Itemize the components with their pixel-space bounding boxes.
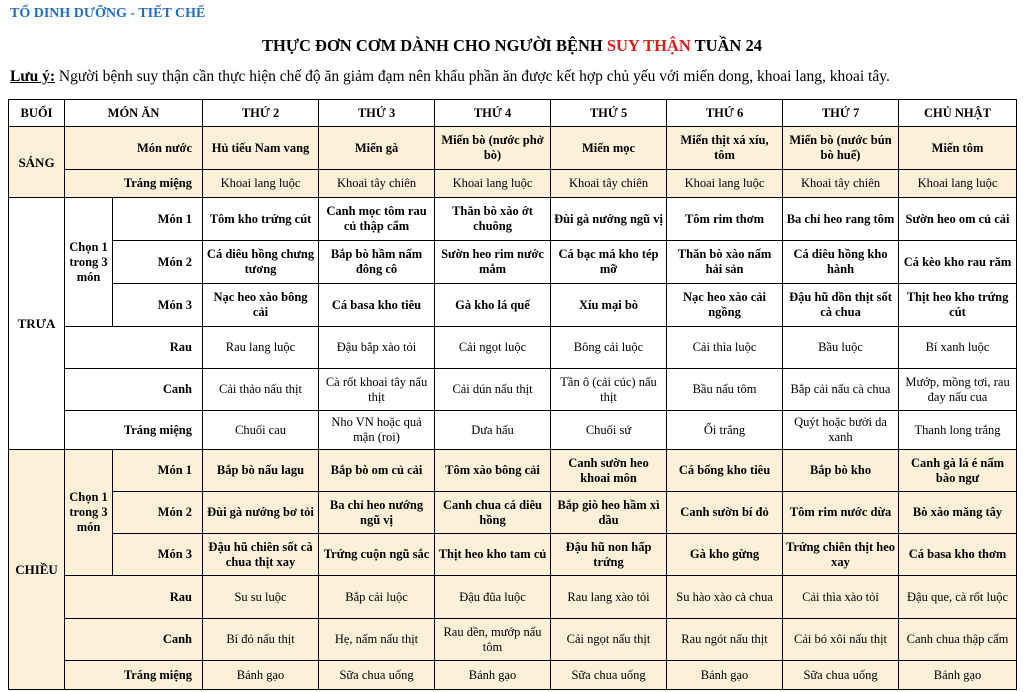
menu-cell: Cải thìa luộc xyxy=(667,327,783,369)
menu-cell: Thịt heo kho trứng cút xyxy=(899,284,1017,327)
menu-cell: Cải thảo nấu thịt xyxy=(203,369,319,411)
menu-cell: Cá basa kho thơm xyxy=(899,534,1017,576)
menu-cell: Khoai lang luộc xyxy=(435,170,551,198)
table-row xyxy=(9,284,1017,327)
menu-cell: Canh chua thập cẩm xyxy=(899,619,1017,661)
menu-cell: Chuối cau xyxy=(203,411,319,450)
menu-cell: Bầu nấu tôm xyxy=(667,369,783,411)
menu-cell: Su hào xào cà chua xyxy=(667,576,783,619)
menu-cell: Cải thìa xào tỏi xyxy=(783,576,899,619)
menu-cell: Cải ngọt nấu thịt xyxy=(551,619,667,661)
session-label: SÁNG xyxy=(9,127,65,198)
menu-cell: Rau dền, mướp nấu tôm xyxy=(435,619,551,661)
menu-cell: Thịt heo kho tam củ xyxy=(435,534,551,576)
menu-cell: Sữa chua uống xyxy=(783,661,899,690)
menu-cell: Canh mọc tôm rau củ thập cẩm xyxy=(319,198,435,241)
menu-cell: Khoai lang luộc xyxy=(899,170,1017,198)
menu-cell: Canh sườn heo khoai môn xyxy=(551,450,667,492)
dish-type-label: Món nước xyxy=(65,127,203,170)
table-row xyxy=(9,127,1017,170)
menu-cell: Cải ngọt luộc xyxy=(435,327,551,369)
menu-cell: Bắp bò hầm nấm đông cô xyxy=(319,241,435,284)
header-day: CHỦ NHẬT xyxy=(899,100,1017,127)
menu-cell: Bông cải luộc xyxy=(551,327,667,369)
table-row xyxy=(9,327,1017,369)
menu-cell: Thăn bò xào ớt chuông xyxy=(435,198,551,241)
menu-cell: Rau ngót nấu thịt xyxy=(667,619,783,661)
header-day: THỨ 6 xyxy=(667,100,783,127)
menu-cell: Cá basa kho tiêu xyxy=(319,284,435,327)
table-row xyxy=(9,661,1017,690)
dish-type-label: Canh xyxy=(65,619,203,661)
table-row xyxy=(9,198,1017,241)
menu-cell: Đậu hũ non hấp trứng xyxy=(551,534,667,576)
table-row xyxy=(9,369,1017,411)
header-mon-an: MÓN ĂN xyxy=(65,100,203,127)
table-row xyxy=(9,241,1017,284)
menu-cell: Hẹ, nấm nấu thịt xyxy=(319,619,435,661)
menu-body xyxy=(9,127,1017,690)
menu-cell: Xíu mại bò xyxy=(551,284,667,327)
menu-cell: Gà kho gừng xyxy=(667,534,783,576)
menu-cell: Thăn bò xào nấm hải sản xyxy=(667,241,783,284)
menu-cell: Su su luộc xyxy=(203,576,319,619)
menu-cell: Tôm kho trứng cút xyxy=(203,198,319,241)
page-title xyxy=(0,36,1024,56)
menu-cell: Miến thịt xá xíu, tôm xyxy=(667,127,783,170)
table-row xyxy=(9,576,1017,619)
choose-one-note: Chọn 1 trong 3 món xyxy=(65,450,113,576)
menu-cell: Gà kho lá quế xyxy=(435,284,551,327)
menu-cell: Thanh long trắng xyxy=(899,411,1017,450)
menu-cell: Cải dún nấu thịt xyxy=(435,369,551,411)
menu-cell: Mướp, mồng tơi, rau đay nấu cua xyxy=(899,369,1017,411)
menu-cell: Ba chỉ heo rang tôm xyxy=(783,198,899,241)
menu-cell: Khoai tây chiên xyxy=(783,170,899,198)
menu-cell: Đậu đũa luộc xyxy=(435,576,551,619)
menu-cell: Bí đỏ nấu thịt xyxy=(203,619,319,661)
menu-cell: Canh gà lá é nấm bào ngư xyxy=(899,450,1017,492)
menu-cell: Sườn heo om củ cải xyxy=(899,198,1017,241)
title-suffix: TUẦN 24 xyxy=(690,36,762,55)
menu-cell: Khoai lang luộc xyxy=(667,170,783,198)
dish-type-label: Món 2 xyxy=(113,492,203,534)
menu-cell: Khoai tây chiên xyxy=(551,170,667,198)
note xyxy=(10,68,890,86)
menu-cell: Ba chỉ heo nướng ngũ vị xyxy=(319,492,435,534)
menu-cell: Bánh gạo xyxy=(667,661,783,690)
menu-cell: Sữa chua uống xyxy=(319,661,435,690)
dish-type-label: Tráng miệng xyxy=(65,661,203,690)
header-day: THỨ 7 xyxy=(783,100,899,127)
menu-cell: Quýt hoặc bưởi da xanh xyxy=(783,411,899,450)
table-row xyxy=(9,411,1017,450)
header-day: THỨ 3 xyxy=(319,100,435,127)
menu-cell: Khoai lang luộc xyxy=(203,170,319,198)
menu-cell: Canh chua cá diêu hồng xyxy=(435,492,551,534)
title-prefix: THỰC ĐƠN CƠM DÀNH CHO NGƯỜI BỆNH xyxy=(262,36,607,55)
menu-cell: Cá bạc má kho tép mỡ xyxy=(551,241,667,284)
menu-cell: Miến tôm xyxy=(899,127,1017,170)
dish-type-label: Món 1 xyxy=(113,450,203,492)
choose-one-note: Chọn 1 trong 3 món xyxy=(65,198,113,327)
menu-cell: Bắp giò heo hầm xì dầu xyxy=(551,492,667,534)
menu-cell: Đậu hũ chiên sốt cà chua thịt xay xyxy=(203,534,319,576)
menu-cell: Sữa chua uống xyxy=(551,661,667,690)
menu-cell: Đùi gà nướng ngũ vị xyxy=(551,198,667,241)
menu-table xyxy=(8,99,1017,690)
menu-cell: Cá diêu hồng chưng tương xyxy=(203,241,319,284)
session-label: TRƯA xyxy=(9,198,65,450)
menu-cell: Bắp bò om củ cải xyxy=(319,450,435,492)
menu-cell: Tôm rim nước dừa xyxy=(783,492,899,534)
header-day: THỨ 4 xyxy=(435,100,551,127)
dish-type-label: Canh xyxy=(65,369,203,411)
session-label: CHIỀU xyxy=(9,450,65,690)
dish-type-label: Món 2 xyxy=(113,241,203,284)
dish-type-label: Rau xyxy=(65,327,203,369)
dish-type-label: Món 3 xyxy=(113,284,203,327)
menu-cell: Bí xanh luộc xyxy=(899,327,1017,369)
menu-cell: Canh sườn bí đỏ xyxy=(667,492,783,534)
menu-cell: Bắp bò nấu lagu xyxy=(203,450,319,492)
menu-cell: Miến bò (nước phở bò) xyxy=(435,127,551,170)
menu-cell: Rau lang luộc xyxy=(203,327,319,369)
menu-cell: Bánh gạo xyxy=(435,661,551,690)
menu-cell: Khoai tây chiên xyxy=(319,170,435,198)
menu-cell: Miến gà xyxy=(319,127,435,170)
menu-cell: Rau lang xào tỏi xyxy=(551,576,667,619)
menu-cell: Tôm rim thơm xyxy=(667,198,783,241)
menu-cell: Miến mọc xyxy=(551,127,667,170)
menu-cell: Nạc heo xào cải ngồng xyxy=(667,284,783,327)
menu-cell: Bánh gạo xyxy=(899,661,1017,690)
menu-cell: Đậu que, cà rốt luộc xyxy=(899,576,1017,619)
table-row xyxy=(9,619,1017,661)
note-text: Người bệnh suy thận cần thực hiện chế độ ăn giảm đạm nên khẩu phần ăn được kết hợp chủ yếu với miến dong, khoai lang, khoai tây. xyxy=(55,68,890,85)
table-row xyxy=(9,534,1017,576)
dish-type-label: Món 3 xyxy=(113,534,203,576)
note-label: Lưu ý: xyxy=(10,68,56,85)
menu-cell: Đậu hũ dồn thịt sốt cà chua xyxy=(783,284,899,327)
menu-cell: Đùi gà nướng bơ tỏi xyxy=(203,492,319,534)
menu-cell: Bánh gạo xyxy=(203,661,319,690)
dish-type-label: Tráng miệng xyxy=(65,411,203,450)
header-buoi: BUỔI xyxy=(9,100,65,127)
menu-cell: Cải bó xôi nấu thịt xyxy=(783,619,899,661)
header-row xyxy=(9,100,1017,127)
menu-cell: Bắp bò kho xyxy=(783,450,899,492)
menu-cell: Tần ô (cải cúc) nấu thịt xyxy=(551,369,667,411)
menu-cell: Bắp cải luộc xyxy=(319,576,435,619)
menu-cell: Nạc heo xào bông cải xyxy=(203,284,319,327)
table-row xyxy=(9,450,1017,492)
menu-cell: Miến bò (nước bún bò huế) xyxy=(783,127,899,170)
menu-cell: Sườn heo rim nước mắm xyxy=(435,241,551,284)
header-day: THỨ 5 xyxy=(551,100,667,127)
table-row xyxy=(9,492,1017,534)
menu-cell: Cá kèo kho rau răm xyxy=(899,241,1017,284)
title-highlight: SUY THẬN xyxy=(606,36,691,55)
dish-type-label: Rau xyxy=(65,576,203,619)
menu-cell: Bầu luộc xyxy=(783,327,899,369)
department-name: TỔ DINH DƯỠNG - TIẾT CHẾ xyxy=(10,6,206,21)
menu-cell: Bò xào măng tây xyxy=(899,492,1017,534)
menu-cell: Chuối sứ xyxy=(551,411,667,450)
menu-cell: Tôm xào bông cải xyxy=(435,450,551,492)
menu-cell: Nho VN hoặc quả mận (roi) xyxy=(319,411,435,450)
menu-cell: Trứng cuộn ngũ sắc xyxy=(319,534,435,576)
menu-cell: Dưa hấu xyxy=(435,411,551,450)
header-day: THỨ 2 xyxy=(203,100,319,127)
menu-cell: Đậu bắp xào tỏi xyxy=(319,327,435,369)
menu-cell: Cá bống kho tiêu xyxy=(667,450,783,492)
menu-cell: Bắp cải nấu cà chua xyxy=(783,369,899,411)
menu-cell: Ổi trắng xyxy=(667,411,783,450)
menu-cell: Hủ tiếu Nam vang xyxy=(203,127,319,170)
menu-cell: Trứng chiên thịt heo xay xyxy=(783,534,899,576)
dish-type-label: Tráng miệng xyxy=(65,170,203,198)
table-row xyxy=(9,170,1017,198)
menu-cell: Cá diêu hồng kho hành xyxy=(783,241,899,284)
dish-type-label: Món 1 xyxy=(113,198,203,241)
menu-cell: Cà rốt khoai tây nấu thịt xyxy=(319,369,435,411)
